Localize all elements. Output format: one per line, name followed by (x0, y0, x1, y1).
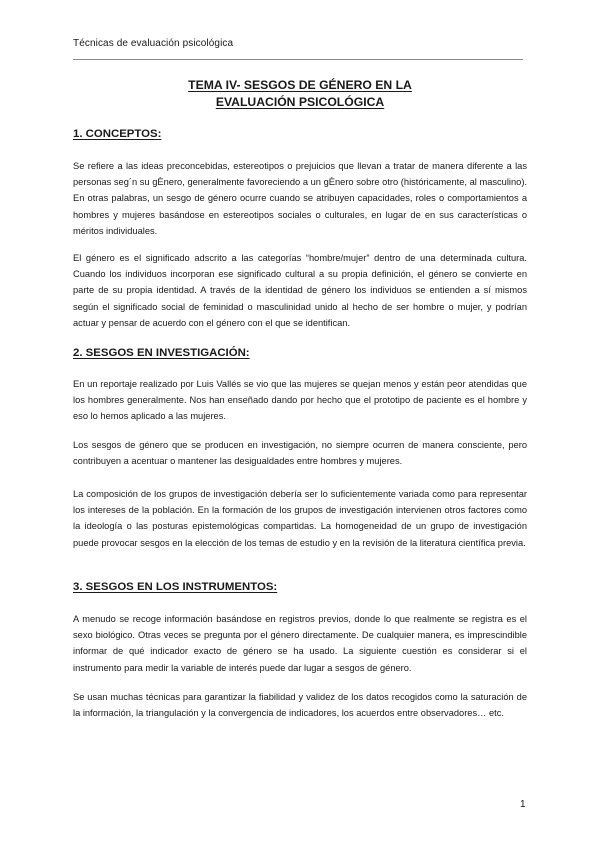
paragraph: Se usan muchas técnicas para garantizar la fiabilidad y validez de los datos recogidos como la saturación de la información, la triangulación y la convergencia de indicadores, los acuerdos entre observadores… etc. (73, 692, 527, 719)
section-heading-conceptos: 1. CONCEPTOS: (73, 128, 162, 140)
section-heading-investigacion: 2. SESGOS EN INVESTIGACIÓN: (73, 347, 250, 359)
paragraph: El género es el significado adscrito a las categorías “hombre/mujer” dentro de una determinada cultura. Cuando los individuos incorporan ese significado cultural a su propia definición, el género se convierte en parte de su propia identidad. A través de la identidad de género los individuos se entienden a sí mismos según el significado social de feminidad o masculinidad unido al hecho de ser hombre o mujer, y podrían actuar y pensar de acuerdo con el género con el que se identifican. (73, 253, 527, 328)
paragraph: Se refiere a las ideas preconcebidas, estereotipos o prejuicios que llevan a tratar de manera diferente a las personas seg´n su gÈnero, generalmente favoreciendo a un gÈnero sobre otro (históricamente, al masculino). En otras palabras, un sesgo de género ocurre cuando se atribuyen capacidades, roles o comportamientos a hombres y mujeres basándose en estereotipos sociales o culturales, en lugar de en sus características o méritos individuales. (73, 161, 527, 236)
running-header: Técnicas de evaluación psicológica (73, 38, 234, 49)
paragraph: A menudo se recoge información basándose en registros previos, donde lo que realmente se registra es el sexo biológico. Otras veces se pregunta por el género directamente. De cualquier manera, es imprescindible informar de qué indicador exacto de género se ha usado. La siguiente cuestión es considerar si el instrumento para medir la variable de interés puede dar lugar a sesgos de género. (73, 614, 527, 673)
page-title (73, 77, 527, 111)
paragraph: La composición de los grupos de investigación debería ser lo suficientemente variada como para representar los intereses de la población. En la formación de los grupos de investigación intervienen otros factores como la ideología o las posturas epistemológicas compartidas. La homogeneidad de un grupo de investigación puede provocar sesgos en la elección de los temas de estudio y en la revisión de la literatura científica previa. (73, 489, 527, 548)
paragraph: Los sesgos de género que se producen en investigación, no siempre ocurren de manera consciente, pero contribuyen a acentuar o mantener las desigualdades entre hombres y mujeres. (73, 440, 527, 467)
page-number: 1 (520, 799, 526, 810)
title-line-1: TEMA IV- SESGOS DE GÉNERO EN LA (188, 78, 412, 92)
section-heading-instrumentos: 3. SESGOS EN LOS INSTRUMENTOS: (73, 581, 278, 593)
header-divider (73, 59, 523, 60)
paragraph: En un reportaje realizado por Luis Vallés se vio que las mujeres se quejan menos y están peor atendidas que los hombres generalmente. Nos han enseñado dando por hecho que el prototipo de paciente es el hombre y eso lo hemos aplicado a las mujeres. (73, 379, 527, 422)
title-line-2: EVALUACIÓN PSICOLÓGICA (215, 95, 385, 109)
